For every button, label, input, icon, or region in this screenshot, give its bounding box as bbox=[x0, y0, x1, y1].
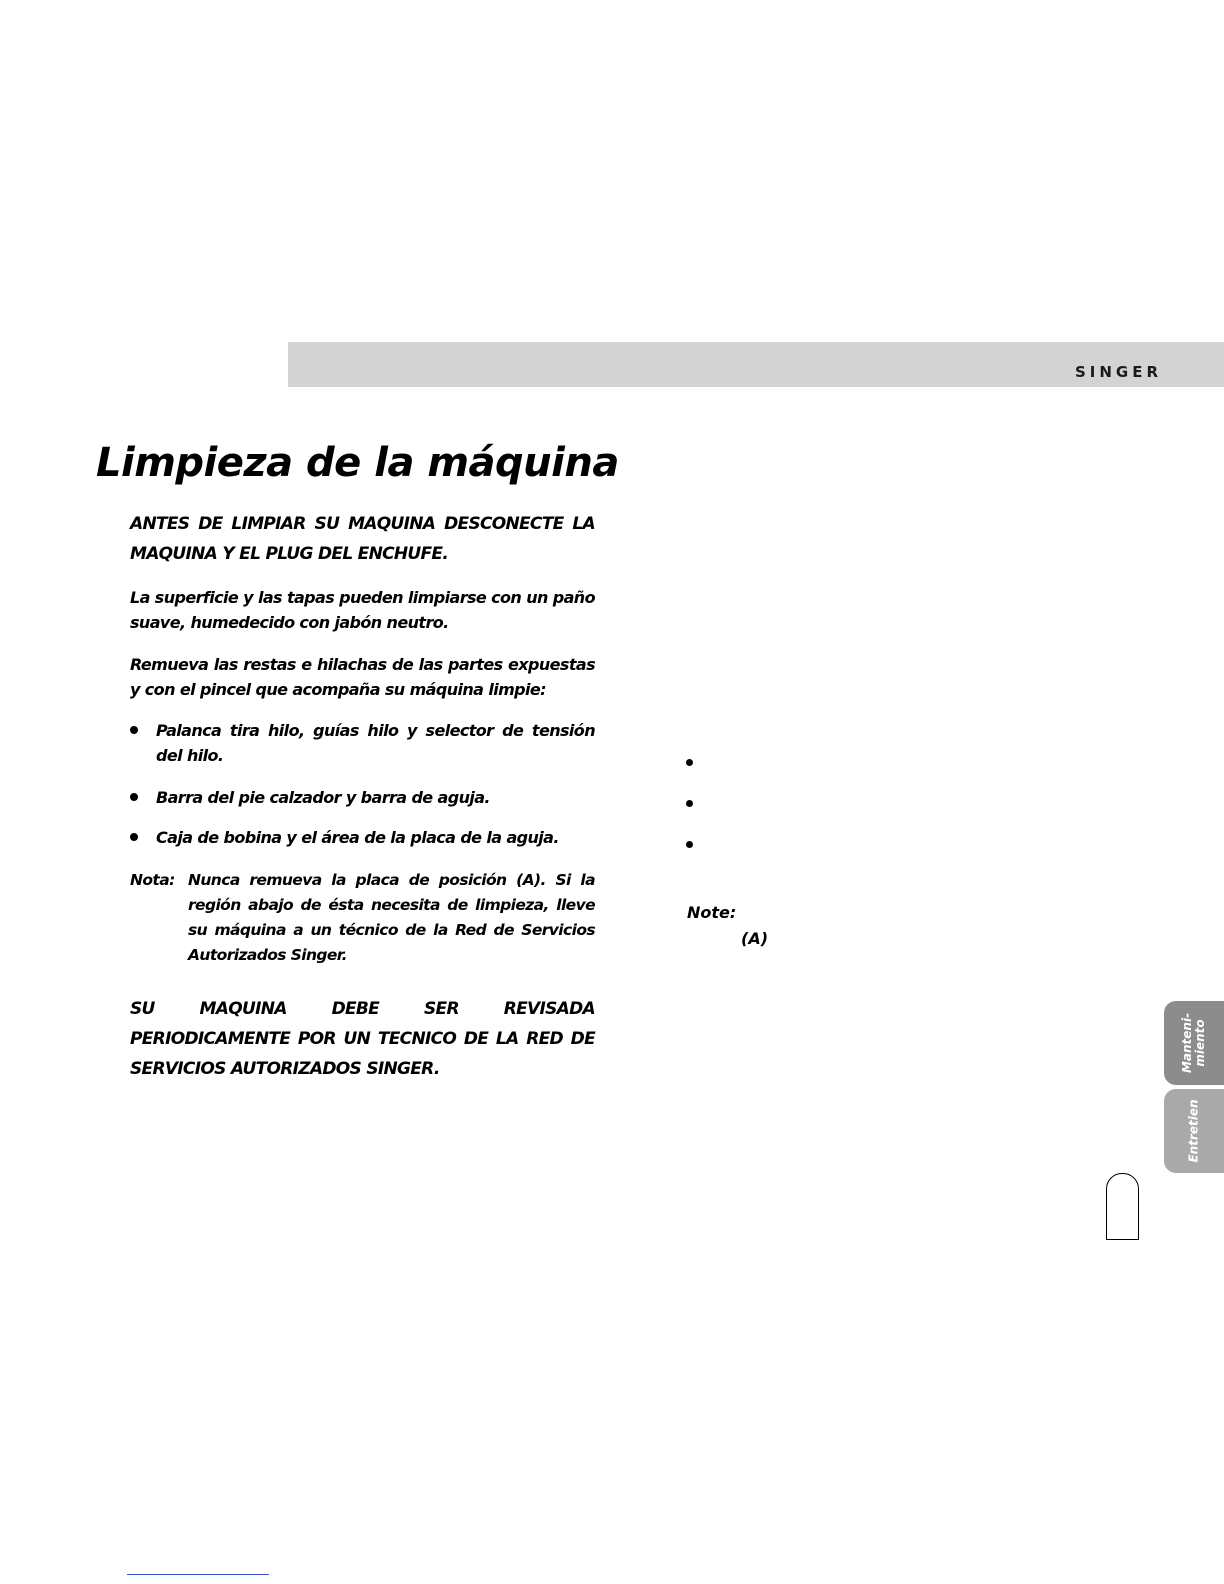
bullet-icon bbox=[686, 759, 693, 766]
bullet-icon bbox=[686, 841, 693, 848]
right-note-label: Note: bbox=[687, 903, 737, 922]
note-label: Nota: bbox=[130, 871, 175, 889]
footer-divider bbox=[127, 1574, 269, 1575]
header-bar bbox=[288, 342, 1224, 387]
paragraph-surface: La superficie y las tapas pueden limpiarse con un paño suave, humedecido con jabón neutro. bbox=[130, 588, 595, 632]
page-number-box bbox=[1106, 1173, 1139, 1240]
bullet-icon bbox=[686, 800, 693, 807]
bullet-icon bbox=[130, 726, 138, 734]
page-title: Limpieza de la máquina bbox=[96, 440, 619, 486]
paragraph-remove-lint: Remueva las restas e hilachas de las partes expuestas y con el pincel que acompaña su máquina limpie: bbox=[130, 655, 595, 699]
warning-top: ANTES DE LIMPIAR SU MAQUINA DESCONECTE LA MAQUINA Y EL PLUG DEL ENCHUFE. bbox=[130, 514, 595, 564]
bullet-icon bbox=[130, 793, 138, 801]
list-item bbox=[130, 718, 595, 768]
warning-bottom: SU MAQUINA DEBE SER REVISADA PERIODICAMENTE POR UN TECNICO DE LA RED DE SERVICIOS AUTORIZADOS SINGER. bbox=[130, 999, 595, 1079]
right-note-ref: (A) bbox=[741, 929, 769, 948]
bullet-icon bbox=[130, 833, 138, 841]
list-item bbox=[130, 785, 595, 810]
tab-label: Manteni- miento bbox=[1180, 1012, 1207, 1074]
list-item-text: Barra del pie calzador y barra de aguja. bbox=[156, 788, 490, 807]
tab-label: Entretien bbox=[1186, 1099, 1201, 1163]
list-item-text: Palanca tira hilo, guías hilo y selector de tensión del hilo. bbox=[156, 721, 595, 765]
list-item bbox=[130, 825, 595, 850]
tab-entretien[interactable] bbox=[1164, 1089, 1224, 1173]
list-item-text: Caja de bobina y el área de la placa de la aguja. bbox=[156, 828, 559, 847]
note-text: Nunca remueva la placa de posición (A). Si la región abajo de ésta necesita de limpieza, lleve su máquina a un técnico de la Red de Servicios Autorizados Singer. bbox=[188, 871, 595, 964]
brand-logo: SINGER bbox=[1074, 363, 1162, 381]
tab-mantenimiento[interactable] bbox=[1164, 1001, 1224, 1085]
note-block bbox=[130, 868, 595, 968]
